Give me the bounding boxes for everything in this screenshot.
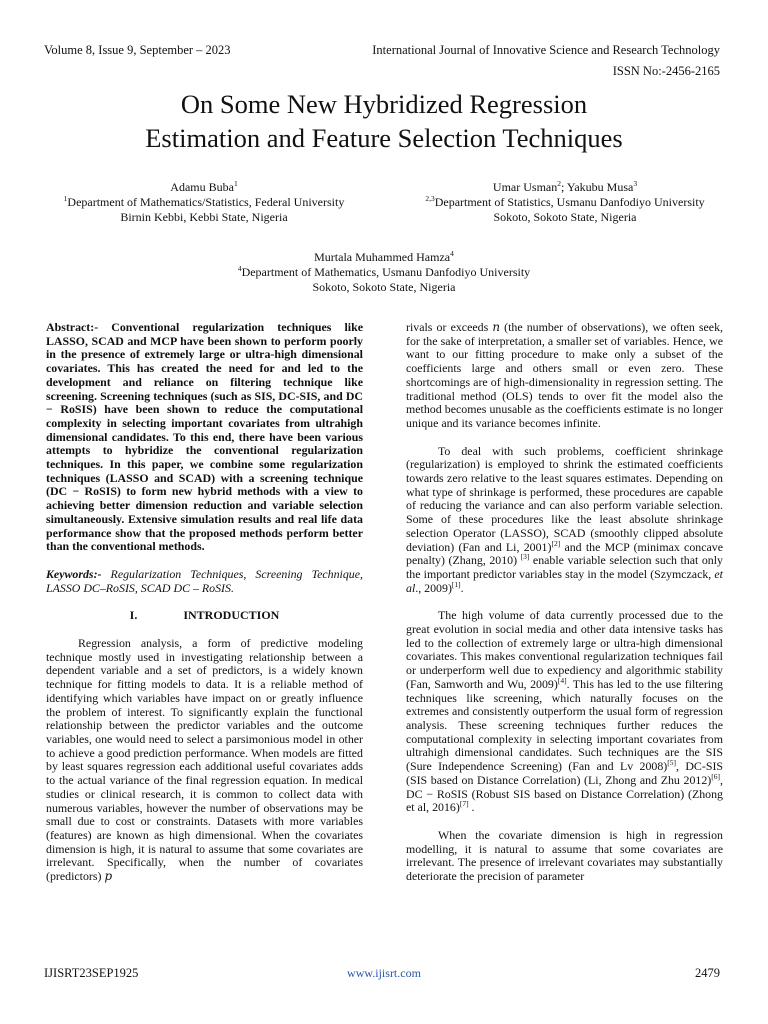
section-heading — [46, 609, 363, 623]
footer-website-link[interactable]: www.ijisrt.com — [347, 966, 421, 980]
author-name-1: Adamu Buba$^1$ — [170, 179, 238, 194]
author-block-2 — [400, 180, 730, 225]
intro-paragraph-2: rivals or exceeds n (the number of observations), we often seek, for the sake of interpretation, a smaller set of variables. Hence, we want to our fitting procedure to make only a subset of the coefficients large and others small or even zero. These shortcomings are of high-dimensionality in regression setting. The traditional method (OLS) tends to over fit the model also the method becomes unusable as the coefficients estimate is no longer unique and its variance becomes infinite. — [406, 320, 723, 430]
section-title: INTRODUCTION — [183, 608, 280, 623]
author-name-2: Umar Usman$^2$; Yakubu Musa$^3$ — [492, 179, 638, 194]
keywords-text: Regularization Techniques, Screening Technique, LASSO DC–RoSIS, SCAD DC – RoSIS. — [46, 566, 363, 595]
keywords-label: Keywords:- — [46, 566, 102, 581]
citation-ref: [3] — [520, 552, 530, 562]
citation-ref: [6] — [711, 771, 721, 781]
section-number: I. — [129, 608, 138, 623]
footer-paper-id: IJISRT23SEP1925 — [44, 966, 139, 980]
intro-paragraph-4: The high volume of data currently processed due to the great evolution in social media and other data intensive tasks has led to the collection of extremely large or ultra-high dimensional covariates. This makes conventional regularization techniques fail or underperform well due to expediency and algorithmic stability (Fan, Samworth and Wu, 2009)[4]. This has led to the use filtering techniques like screening, which naturally focuses on the extremes and consistently outperform the usual form of regression analysis. These screening techniques further reduces the computational complexity in selecting important covariates from ultrahigh dimensional candidates. Such techniques are the SIS (Sure Independence Screening) (Fan and Lv 2008)[5], DC-SIS (SIS based on Distance Correlation) (Li, Zhong and Zhu 2012)[6], DC − RoSIS (Robust SIS based on Distance Correlation) (Zhong et al, 2016)[7] . — [406, 608, 724, 815]
author-name-3: Murtala Muhammed Hamza$^4$ — [314, 249, 454, 264]
author-affiliation-3: $^4$Department of Mathematics, Usmanu Danfodiyo University — [237, 264, 531, 279]
keywords — [46, 568, 363, 595]
paper-title — [0, 87, 768, 155]
citation-ref: [2] — [551, 538, 561, 548]
right-column — [406, 321, 723, 884]
citation-ref: [4] — [557, 675, 567, 685]
paper-title-line1: On Some New Hybridized Regression — [180, 89, 588, 119]
journal-volume: Volume 8, Issue 9, September – 2023 — [44, 43, 231, 57]
left-column — [46, 321, 363, 884]
author-affiliation-1-line2: Birnin Kebbi, Kebbi State, Nigeria — [120, 210, 288, 224]
author-affiliation-2-line2: Sokoto, Sokoto State, Nigeria — [493, 210, 637, 224]
intro-paragraph-1: Regression analysis, a form of predictive modeling technique mostly used in investigating relationship between a dependent variable and a set of predictors, is a widely known technique for fitting models to data. It is a reliable method of identifying which variables have impact on or greatly influence the problem of interest. To significantly explain the functional relationship between the predictor variables and the outcome variables, one would need to select a parsimonious model in other to achieve a good prediction performance. When models are fitted by least squares regression each additional useful covariates adds to the actual variance of the final regression equation. In medical studies or clinical research, it is common to collect data with numerous variables, however the number of observations may be small due to cost or constraints. Datasets with more variables (features) are known as high dimensional. When the covariates dimension is high, it is natural to assume that some covariates are irrelevant. Specifically, when the number of covariates (predictors) p — [46, 636, 363, 884]
intro-paragraph-5: When the covariate dimension is high in regression modelling, it is natural to assume that some covariates are irrelevant. The presence of irrelevant covariates may substantially deteriorate the precision of parameter — [406, 827, 723, 884]
citation-ref: [1] — [451, 579, 461, 589]
journal-issn: ISSN No:-2456-2165 — [612, 64, 720, 78]
intro-paragraph-3: To deal with such problems, coefficient shrinkage (regularization) is employed to shrink the estimated coefficients towards zero relative to the least squares estimates. Depending on what type of shrinkage is performed, these procedures are capable of reducing the variance and can also perform variable selection. Some of these procedures like the least absolute shrinkage selection Operator (LASSO), SCAD (smoothly clipped absolute deviation) (Fan and Li, 2001)[2] and the MCP (minimax concave penalty) (Zhang, 2010) [3] enable variable selection such that only the important predictor variables stay in the model (Szymczack, et al., 2009)[1]. — [406, 443, 723, 595]
author-block-3 — [184, 250, 584, 295]
journal-name: International Journal of Innovative Science and Research Technology — [372, 43, 720, 57]
citation-ref: [5] — [667, 758, 677, 768]
author-affiliation-1: $^1$Department of Mathematics/Statistics, Federal University — [63, 194, 345, 209]
author-affiliation-3-line2: Sokoto, Sokoto State, Nigeria — [312, 280, 456, 294]
footer-page-number: 2479 — [695, 966, 720, 980]
paper-title-line2: Estimation and Feature Selection Techniques — [145, 123, 623, 153]
author-block-1 — [44, 180, 364, 225]
math-n: n — [492, 320, 500, 334]
author-affiliation-2: $^{2,3}$Department of Statistics, Usmanu Danfodiyo University — [425, 194, 705, 209]
math-p: p — [104, 869, 113, 884]
abstract: Abstract:- Conventional regularization techniques like LASSO, SCAD and MCP have been shown to perform poorly in the presence of extremely large or ultra-high dimensional covariates. This has created the need for and led to the development and reliance on filtering technique like screening. Screening techniques (such as SIS, DC-SIS, and DC − RoSIS) have been shown to reduce the computational complexity in selecting important covariates from ultrahigh dimensional candidates. To this end, there have been various attempts to hybridize the conventional regularization techniques. In this paper, we combine some regularization techniques (LASSO and SCAD) with a screening technique (DC − RoSIS) to form new hybrid methods with a view to achieving better dimension reduction and variable selection simultaneously. Extensive simulation results and real life data performance show that the proposed methods perform better than the conventional methods. — [46, 320, 363, 554]
citation-ref: [7] — [459, 799, 469, 809]
